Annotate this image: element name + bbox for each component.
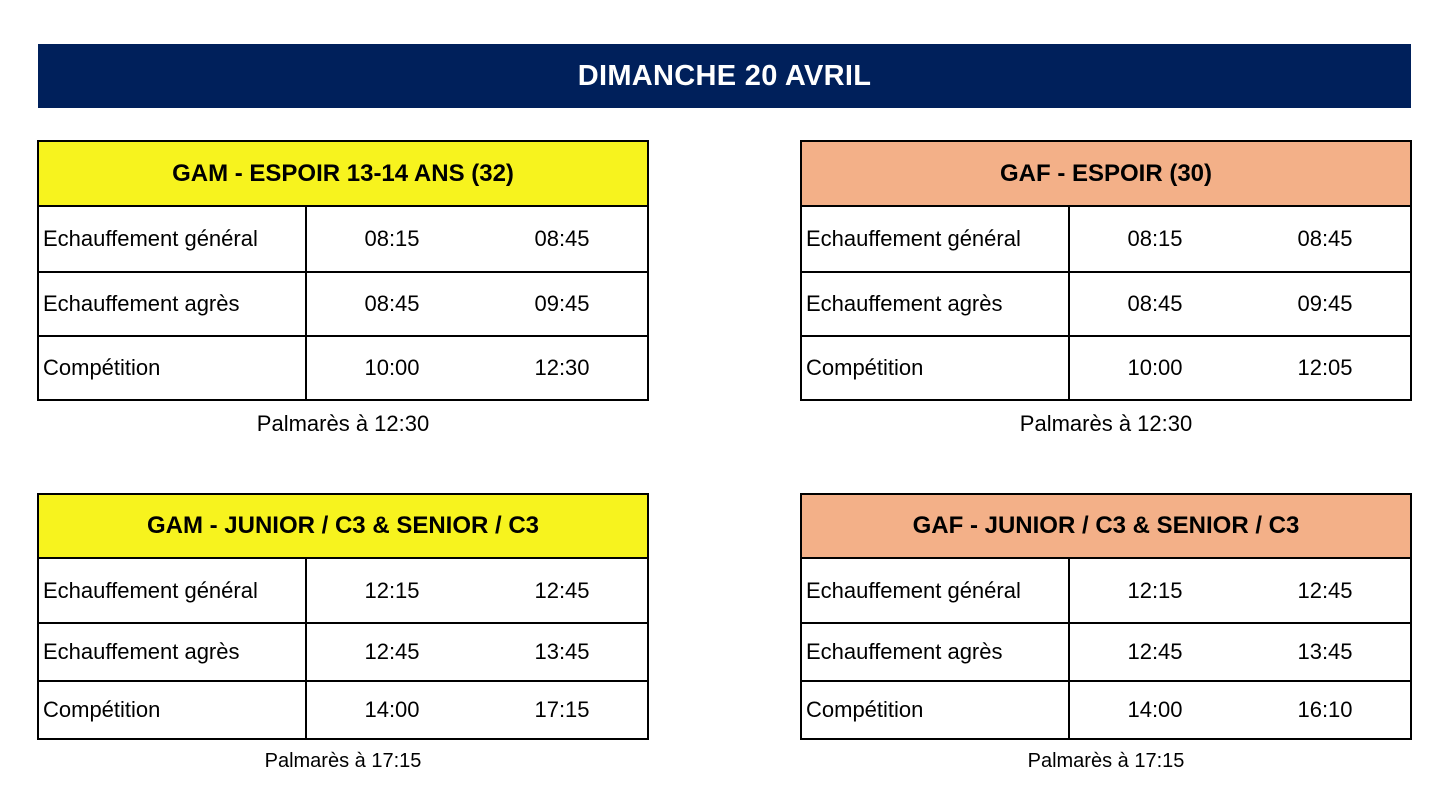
- schedule-block-gam-espoir: [37, 140, 649, 437]
- table-row: [802, 335, 1410, 399]
- schedule-table: [800, 140, 1412, 401]
- table-row: [39, 559, 647, 622]
- schedule-table: [800, 493, 1412, 740]
- end-time: 09:45: [1297, 291, 1353, 316]
- start-time: 10:00: [364, 355, 420, 380]
- row-label: Echauffement agrès: [802, 273, 1070, 335]
- schedule-title: GAF - JUNIOR / C3 & SENIOR / C3: [912, 512, 1300, 539]
- row-label: Echauffement général: [802, 559, 1070, 622]
- schedule-block-gaf-junior-senior: [800, 493, 1412, 773]
- end-time: 13:45: [1297, 639, 1353, 664]
- palmares-note: Palmarès à 12:30: [256, 411, 430, 436]
- start-time: 12:15: [1127, 577, 1183, 603]
- schedule-title: GAF - ESPOIR (30): [999, 159, 1213, 187]
- start-time: 14:00: [364, 697, 420, 722]
- date-banner-title: DIMANCHE 20 AVRIL: [577, 59, 872, 92]
- table-row: [39, 335, 647, 399]
- row-label: Echauffement général: [802, 207, 1070, 271]
- palmares-note: Palmarès à 17:15: [264, 750, 422, 772]
- schedule-block-gam-junior-senior: [37, 493, 649, 773]
- palmares-note: Palmarès à 17:15: [1027, 750, 1185, 772]
- start-time: 12:45: [364, 639, 420, 664]
- table-row: [802, 559, 1410, 622]
- table-row: [39, 680, 647, 738]
- table-row: [802, 622, 1410, 680]
- schedule-title: GAM - ESPOIR 13-14 ANS (32): [172, 159, 514, 187]
- start-time: 14:00: [1127, 697, 1183, 722]
- date-banner: [38, 44, 1411, 108]
- end-time: 08:45: [534, 226, 590, 251]
- table-row: [39, 271, 647, 335]
- end-time: 12:45: [1297, 577, 1353, 603]
- schedule-title: GAM - JUNIOR / C3 & SENIOR / C3: [146, 512, 540, 539]
- end-time: 13:45: [534, 639, 590, 664]
- row-label: Echauffement agrès: [802, 624, 1070, 680]
- schedule-table: [37, 140, 649, 401]
- palmares-note: Palmarès à 12:30: [1019, 411, 1193, 436]
- start-time: 08:45: [1127, 291, 1183, 316]
- table-row: [39, 622, 647, 680]
- row-label: Compétition: [39, 682, 307, 738]
- schedule-header: [802, 142, 1410, 207]
- start-time: 12:45: [1127, 639, 1183, 664]
- row-label: Echauffement agrès: [39, 273, 307, 335]
- end-time: 09:45: [534, 291, 590, 316]
- start-time: 08:15: [1127, 226, 1183, 251]
- end-time: 17:15: [534, 697, 590, 722]
- row-label: Compétition: [39, 337, 307, 399]
- row-label: Compétition: [802, 682, 1070, 738]
- schedule-header: [39, 495, 647, 559]
- start-time: 08:15: [364, 226, 420, 251]
- end-time: 12:05: [1297, 355, 1353, 380]
- end-time: 16:10: [1297, 697, 1353, 722]
- schedule-block-gaf-espoir: [800, 140, 1412, 437]
- table-row: [802, 680, 1410, 738]
- row-label: Echauffement général: [39, 559, 307, 622]
- start-time: 12:15: [364, 577, 420, 603]
- table-row: [802, 271, 1410, 335]
- schedule-header: [39, 142, 647, 207]
- schedule-header: [802, 495, 1410, 559]
- table-row: [802, 207, 1410, 271]
- row-label: Compétition: [802, 337, 1070, 399]
- end-time: 08:45: [1297, 226, 1353, 251]
- start-time: 08:45: [364, 291, 420, 316]
- row-label: Echauffement général: [39, 207, 307, 271]
- start-time: 10:00: [1127, 355, 1183, 380]
- end-time: 12:30: [534, 355, 590, 380]
- end-time: 12:45: [534, 577, 590, 603]
- row-label: Echauffement agrès: [39, 624, 307, 680]
- schedule-table: [37, 493, 649, 740]
- table-row: [39, 207, 647, 271]
